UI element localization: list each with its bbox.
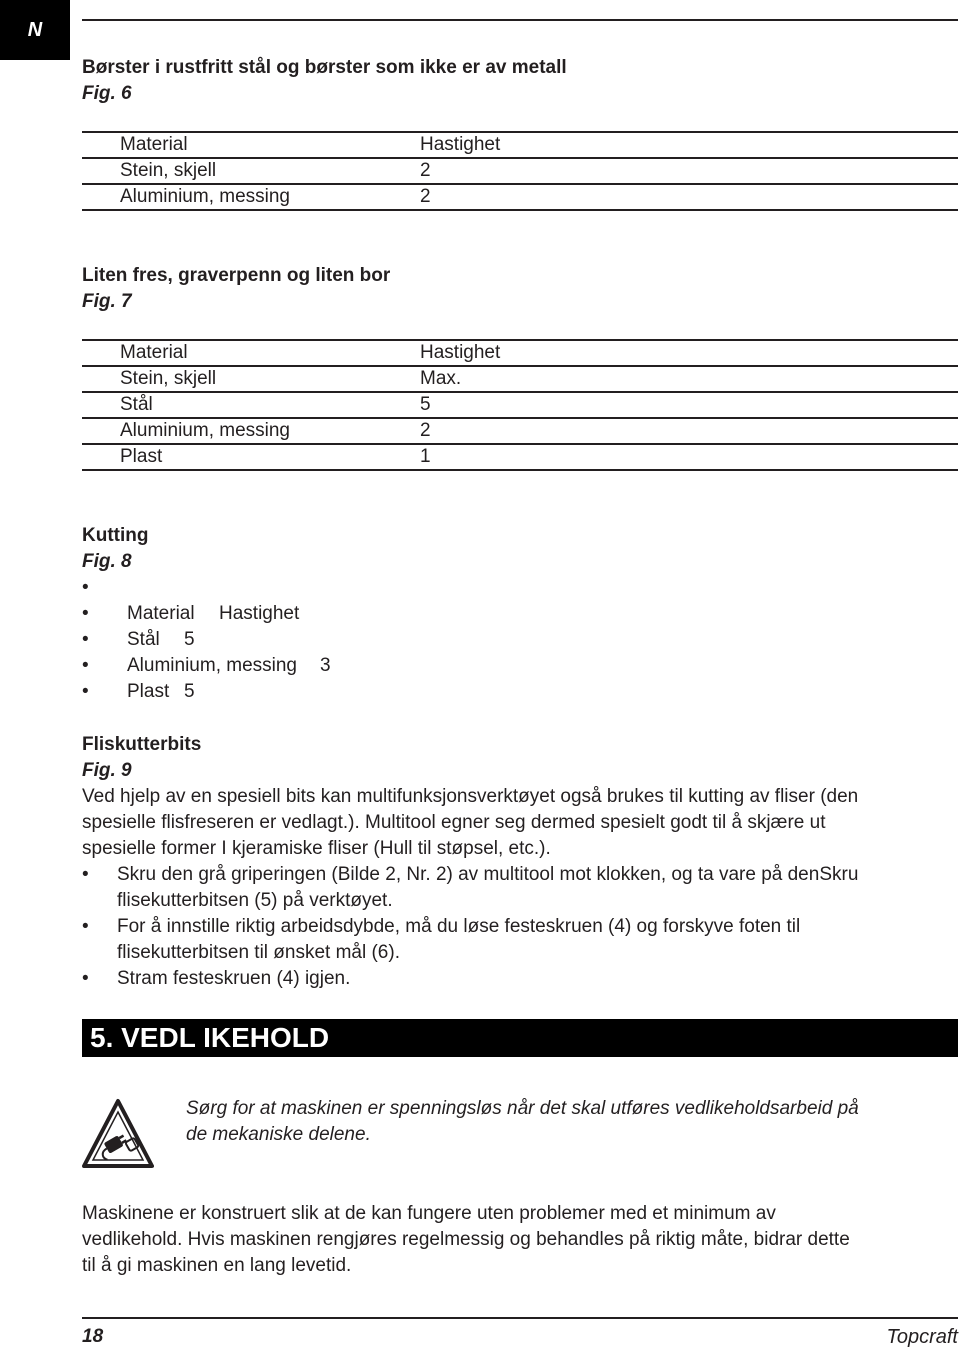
table-header-material: Material — [120, 342, 188, 363]
body-line: vedlikehold. Hvis maskinen rengjøres regelmessig og behandles på riktig måte, bidrar dette — [82, 1229, 850, 1250]
table-header-speed: Hastighet — [420, 134, 501, 155]
list-cell: Hastighet — [219, 603, 300, 624]
table-cell: Stål — [120, 394, 153, 415]
list-cell: Material — [127, 603, 195, 624]
table-cell: Aluminium, messing — [120, 420, 290, 441]
bottom-rule — [82, 1317, 958, 1319]
warning-unplug-icon — [82, 1098, 154, 1170]
section-title-tile-cutter: Fliskutterbits — [82, 734, 202, 755]
table-cell: 1 — [420, 446, 431, 467]
figure-ref-7: Fig. 7 — [82, 291, 132, 312]
bullet-icon: • — [82, 655, 89, 676]
figure-ref-8: Fig. 8 — [82, 551, 132, 572]
list-cell: Plast — [127, 681, 170, 702]
list-cell: 5 — [184, 681, 195, 702]
list-cell: Stål — [127, 629, 160, 650]
list-cell: 5 — [184, 629, 195, 650]
bullet-icon: • — [82, 681, 89, 702]
bullet-icon: • — [82, 916, 89, 937]
list-cell: Aluminium, messing — [127, 655, 297, 676]
table-header-speed: Hastighet — [420, 342, 501, 363]
figure-ref-6: Fig. 6 — [82, 83, 132, 104]
intro-line: spesielle flisfreseren er vedlagt.). Multitool egner seg dermed spesielt godt til å skjære ut — [82, 812, 826, 833]
table-cell: Aluminium, messing — [120, 186, 290, 207]
table-rule — [82, 209, 958, 211]
body-line: Maskinene er konstruert slik at de kan fungere uten problemer med et minimum av — [82, 1203, 776, 1224]
section-title-cutting: Kutting — [82, 525, 149, 546]
table-header-material: Material — [120, 134, 188, 155]
table-rule — [82, 391, 958, 393]
table-cell: Stein, skjell — [120, 160, 217, 181]
table-cell: 2 — [420, 160, 431, 181]
list-item-text: Skru den grå griperingen (Bilde 2, Nr. 2) av multitool mot klokken, og ta vare på denSkru — [117, 864, 859, 885]
top-rule — [82, 19, 958, 21]
section-title-brushes: Børster i rustfritt stål og børster som ikke er av metall — [82, 57, 567, 78]
section-title-small-cutter: Liten fres, graverpenn og liten bor — [82, 265, 391, 286]
bullet-icon: • — [82, 577, 89, 598]
intro-line: Ved hjelp av en spesiell bits kan multifunksjonsverktøyet også brukes til kutting av fliser (den — [82, 786, 859, 807]
brand-name: Topcraft — [886, 1326, 958, 1348]
bullet-icon: • — [82, 603, 89, 624]
list-item-text: flisekutterbitsen (5) på verktøyet. — [117, 890, 393, 911]
table-cell: Max. — [420, 368, 462, 389]
list-item-text: Stram festeskruen (4) igjen. — [117, 968, 351, 989]
figure-ref-9: Fig. 9 — [82, 760, 132, 781]
language-tab: N — [0, 0, 70, 60]
list-item-text: flisekutterbitsen til ønsket mål (6). — [117, 942, 400, 963]
table-cell: Plast — [120, 446, 163, 467]
page-number: 18 — [82, 1326, 104, 1347]
table-rule — [82, 131, 958, 133]
warning-text — [186, 1096, 958, 1148]
list-cell: 3 — [320, 655, 331, 676]
list-item-text: For å innstille riktig arbeidsdybde, må du løse festeskruen (4) og forskyve foten til — [117, 916, 801, 937]
table-rule — [82, 443, 958, 445]
warning-line: de mekaniske delene. — [186, 1124, 371, 1145]
table-cell: 2 — [420, 420, 431, 441]
body-line: til å gi maskinen en lang levetid. — [82, 1255, 352, 1276]
warning-line: Sørg for at maskinen er spenningsløs når det skal utføres vedlikeholdsarbeid på — [186, 1098, 859, 1119]
bullet-icon: • — [82, 864, 89, 885]
intro-line: spesielle former I kjeramiske fliser (Hull til støpsel, etc.). — [82, 838, 551, 859]
bullet-icon: • — [82, 968, 89, 989]
table-rule — [82, 339, 958, 341]
table-cell: Stein, skjell — [120, 368, 217, 389]
table-cell: 5 — [420, 394, 431, 415]
section-heading-maintenance: 5. VEDL IKEHOLD — [82, 1019, 958, 1057]
table-cell: 2 — [420, 186, 431, 207]
bullet-icon: • — [82, 629, 89, 650]
table-rule — [82, 469, 958, 471]
